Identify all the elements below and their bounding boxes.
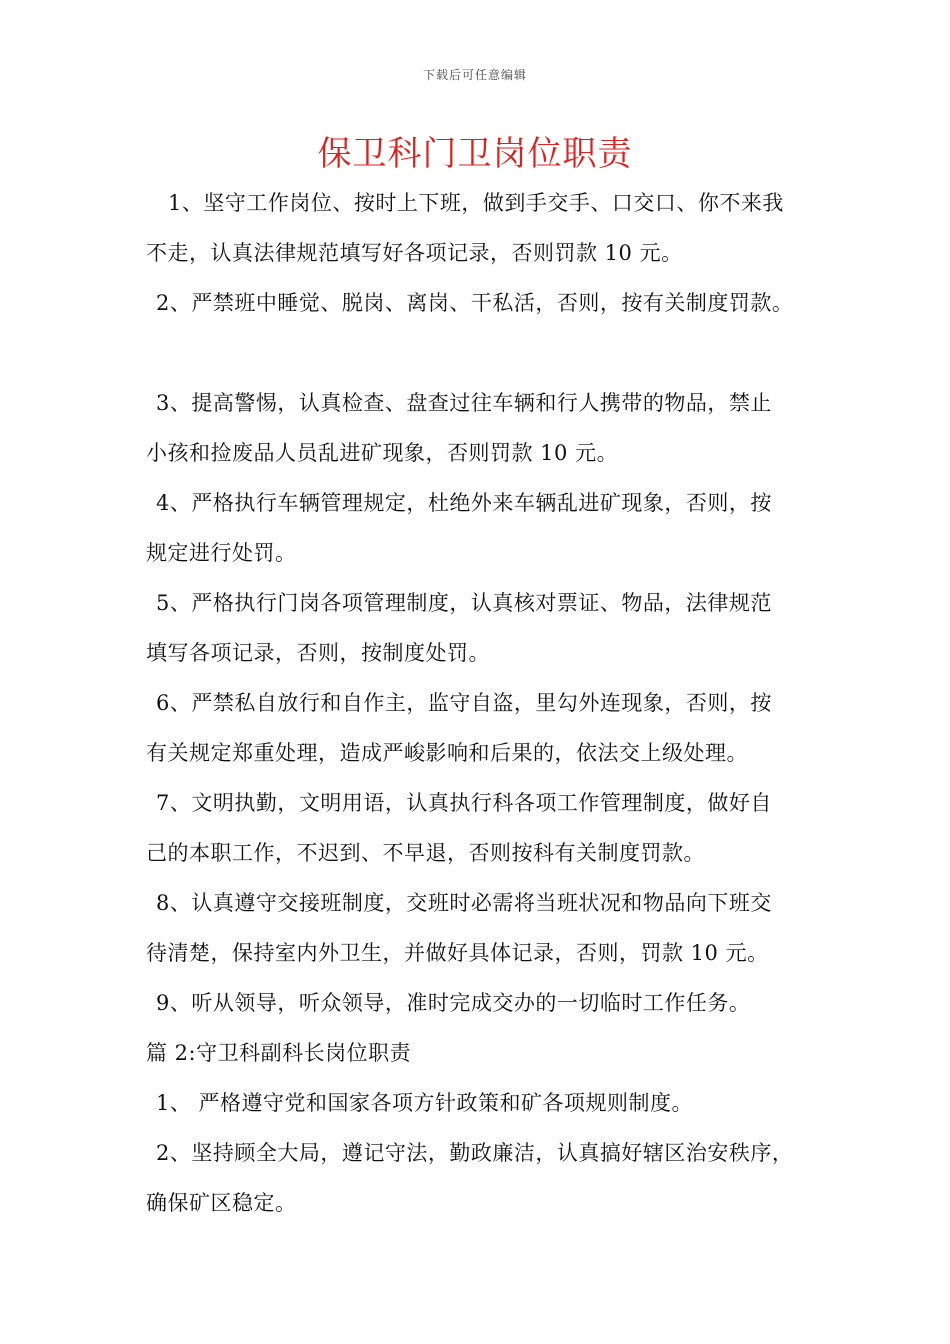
paragraph-line: 填写各项记录，否则，按制度处罚。 xyxy=(146,641,490,665)
paragraph-line: 2、严禁班中睡觉、脱岗、离岗、干私活，否则，按有关制度罚款。 xyxy=(156,291,794,315)
paragraph-line: 5、严格执行门岗各项管理制度，认真核对票证、物品，法律规范 xyxy=(156,591,772,615)
paragraph-line: 待清楚，保持室内外卫生，并做好具体记录，否则，罚款 10 元。 xyxy=(146,941,769,965)
paragraph-line: 4、严格执行车辆管理规定，杜绝外来车辆乱进矿现象，否则，按 xyxy=(156,491,772,515)
header-note: 下载后可任意编辑 xyxy=(422,68,527,82)
paragraph-line: 3、提高警惕，认真检查、盘查过往车辆和行人携带的物品，禁止 xyxy=(156,391,772,415)
paragraph-line: 不走，认真法律规范填写好各项记录，否则罚款 10 元。 xyxy=(146,241,683,265)
paragraph-line: 8、认真遵守交接班制度，交班时必需将当班状况和物品向下班交 xyxy=(156,891,772,915)
section-heading: 篇 2:守卫科副科长岗位职责 xyxy=(146,1041,412,1065)
document-body xyxy=(146,178,826,1228)
paragraph-gap xyxy=(146,328,826,378)
paragraph-line: 9、听从领导，听众领导，准时完成交办的一切临时工作任务。 xyxy=(156,991,751,1015)
paragraph-line: 1、坚守工作岗位、按时上下班，做到手交手、口交口、你不来我 xyxy=(168,191,784,215)
paragraph-line: 己的本职工作，不迟到、不早退，否则按科有关制度罚款。 xyxy=(146,841,705,865)
document-title: 保卫科门卫岗位职责 xyxy=(317,134,633,174)
paragraph-line: 确保矿区稳定。 xyxy=(146,1191,297,1215)
paragraph-line: 规定进行处罚。 xyxy=(146,541,297,565)
paragraph-line: 1、 严格遵守党和国家各项方针政策和矿各项规则制度。 xyxy=(156,1091,694,1115)
paragraph-line: 有关规定郑重处理，造成严峻影响和后果的，依法交上级处理。 xyxy=(146,741,748,765)
paragraph-line: 小孩和捡废品人员乱进矿现象，否则罚款 10 元。 xyxy=(146,441,619,465)
paragraph-line: 6、严禁私自放行和自作主，监守自盗，里勾外连现象，否则，按 xyxy=(156,691,772,715)
paragraph-line: 7、文明执勤，文明用语，认真执行科各项工作管理制度，做好自 xyxy=(156,791,772,815)
paragraph-line: 2、坚持顾全大局，遵记守法，勤政廉洁，认真搞好辖区治安秩序， xyxy=(156,1141,794,1165)
